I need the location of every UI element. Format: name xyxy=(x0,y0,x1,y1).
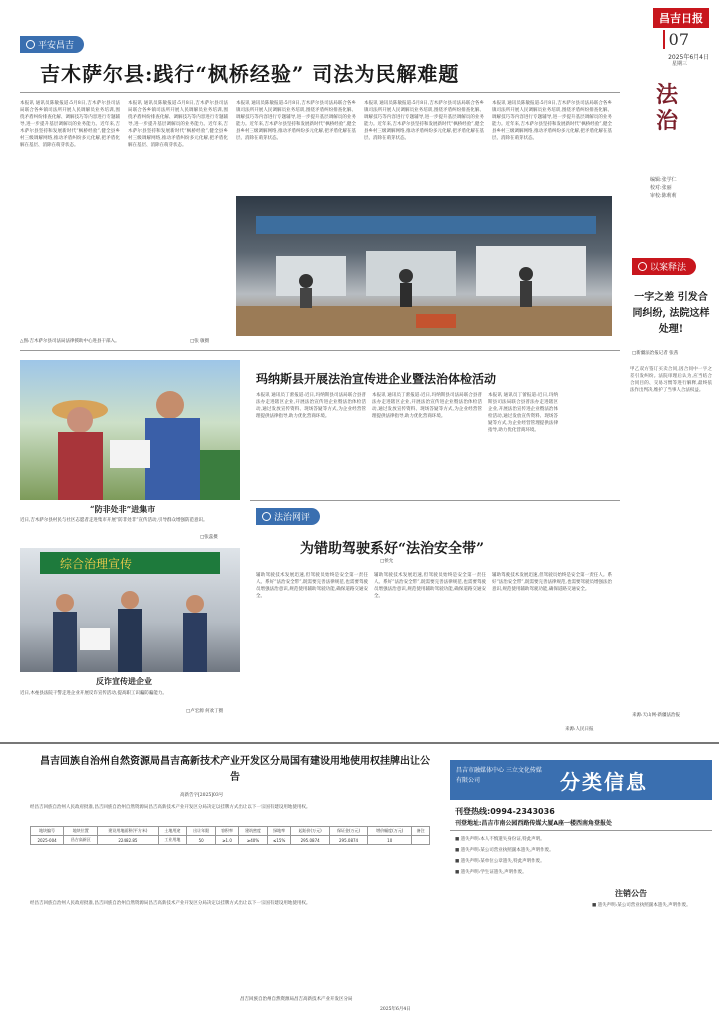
article-manas-col1: 本报讯 通讯员丁蕾报道:近日,玛纳斯县司法局联合县普法办走进辖区企业,开展法治宣传进企业暨法治体检活动,通过发放宣传资料、现场答疑等方式,为企业经营管理提供法律指导,助力优化营商环境。 xyxy=(256,393,366,419)
article-manas-col2: 本报讯 通讯员丁蕾报道:近日,玛纳斯县司法局联合县普法办走进辖区企业,开展法治宣传进企业暨法治体检活动,通过发放宣传资料、现场答疑等方式,为企业经营管理提供法律指导,助力优化营商环境。 xyxy=(372,393,482,419)
ads-phone[interactable]: 0994-2343036 xyxy=(490,807,555,816)
photo-anti-illegal-fund-image xyxy=(20,360,240,500)
notice-table-header xyxy=(31,827,430,836)
section-circle-icon xyxy=(26,40,35,49)
article-jimusar-col3: 本报讯 通讯员陈敏报道:5月8日,吉木萨尔县司法局联合各乡镇司法所开展人民调解员业务培训,围绕矛盾纠纷排查化解、调解技巧等内容进行专题辅导,进一步提升基层调解员的业务能力。近年来,吉木萨尔县坚持和发展新时代“枫桥经验”,健全县乡村三级调解网络,推动矛盾纠纷多元化解,把矛盾化解在基层、消除在萌芽状态。 xyxy=(236,101,356,141)
notice-footer: 昌吉回族自治州自然资源局昌吉高新技术产业开发区分局 xyxy=(240,997,353,1002)
headline-driving: 为错助驾驶系好“法治安全带” xyxy=(300,541,485,557)
photo-anti-illegal-fund-caption: 近日,吉木萨尔县村民与社区志愿者走进集市开展“防非处非”宣传活动,引导群众增强防范意识。 xyxy=(20,518,208,523)
notice-table-cell: 50 xyxy=(187,836,216,845)
page-number: 07 xyxy=(663,30,689,49)
article-jimusar-col5: 本报讯 通讯员陈敏报道:5月8日,吉木萨尔县司法局联合各乡镇司法所开展人民调解员业务培训,围绕矛盾纠纷排查化解、调解技巧等内容进行专题辅导,进一步提升基层调解员的业务能力。近年来,吉木萨尔县坚持和发展新时代“枫桥经验”,健全县乡村三级调解网络,推动矛盾纠纷多元化解,把矛盾化解在基层、消除在萌芽状态。 xyxy=(492,101,612,141)
notice-table-header-cell: 备注 xyxy=(412,827,430,836)
notice-table-header-cell: 土地用途 xyxy=(158,827,187,836)
photo-anti-fraud-caption: 近日,木垒县法院干警走进企业开展反诈宣传活动,提高职工识骗防骗能力。 xyxy=(20,691,167,696)
ads-addr: 昌吉市南公园西路传媒大厦A座一楼西南角登报处 xyxy=(481,820,613,827)
article-jimusar-col2: 本报讯 通讯员陈敏报道:5月8日,吉木萨尔县司法局联合各乡镇司法所开展人民调解员业务培训,围绕矛盾纠纷排查化解、调解技巧等内容进行专题辅导,进一步提升基层调解员的业务能力。近年来,吉木萨尔县坚持和发展新时代“枫桥经验”,健全县乡村三级调解网络,推动矛盾纠纷多元化解,把矛盾化解在基层、消除在萌芽状态。 xyxy=(128,101,228,148)
ads-item: ■ 遗失声明:某公司营业执照副本遗失,声明作废。 xyxy=(455,848,554,853)
notice-doc-number: 高新告字[2025]03号 xyxy=(180,793,224,798)
notice-table-cell: 22482.85 xyxy=(98,836,158,845)
notice-terms: 经昌吉回族自治州人民政府批准,昌吉回族自治州自然资源局昌吉高新技术产业开发区分局决定以挂牌方式出让以下一宗国有建设用地使用权。 xyxy=(30,901,311,906)
ads-list xyxy=(455,836,585,1016)
ads-header xyxy=(450,760,712,800)
notice-table-cell: 昌吉高新区 xyxy=(64,836,98,845)
headline-contract: 一字之差 引发合同纠纷, 法院这样处理! xyxy=(632,292,710,335)
section-tag-label: 法治网评 xyxy=(274,513,311,523)
photo-service-hall-credit: □张 敏摄 xyxy=(190,339,210,344)
notice-table-header-cell: 出让年限 xyxy=(187,827,216,836)
notice-table-header-cell: 建设用地面积(平方米) xyxy=(98,827,158,836)
ads-phone-label: 刊登热线: xyxy=(455,807,491,816)
column-proof: 校对:张丽 xyxy=(650,185,672,191)
notice-table-cell: ≤15% xyxy=(267,836,291,845)
notice-table-header-cell: 建筑密度 xyxy=(239,827,268,836)
section-circle-icon xyxy=(638,262,647,271)
issue-date: 2025年6月4日 xyxy=(668,54,709,61)
byline-contract: □新疆法治报记者 张茜 xyxy=(632,351,679,356)
notice-table-cell: ≥40% xyxy=(239,836,268,845)
notice-intro: 经昌吉回族自治州人民政府批准,昌吉回族自治州自然资源局昌吉高新技术产业开发区分局决定以挂牌方式出让以下一宗国有建设用地使用权。 xyxy=(30,805,311,810)
article-manas-col3: 本报讯 通讯员丁蕾报道:近日,玛纳斯县司法局联合县普法办走进辖区企业,开展法治宣传进企业暨法治体检活动,通过发放宣传资料、现场答疑等方式,为企业经营管理提供法律指导,助力优化营商环境。 xyxy=(488,393,558,433)
photo-service-hall-caption: △图:吉木萨尔县司法局法律援助中心进县干部入。 xyxy=(20,339,120,344)
notice-table-cell: 295.0874 xyxy=(329,836,367,845)
notice-title: 昌吉回族自治州自然资源局昌吉高新技术产业开发区分局国有建设用地使用权挂牌出让公告 xyxy=(40,756,430,783)
article-driving-col3: 辅助驾驶技术发展迅速,但驾驶员始终是安全第一责任人。系好“法治安全带”,既需要完善法律规范,也需要驾驶员增强法治意识,规范使用辅助驾驶功能,确保道路交通安全。 xyxy=(492,573,612,592)
ads-notice-body: ■ 遗失声明:某公司营业执照副本遗失,声明作废。 xyxy=(592,903,691,908)
notice-table-cell: 295.0874 xyxy=(291,836,329,845)
ads-item: ■ 遗失声明:某单位公章遗失,特此声明作废。 xyxy=(455,859,545,864)
notice-table-cell: 2025-004 xyxy=(31,836,64,845)
article-driving-col1: 辅助驾驶技术发展迅速,但驾驶员始终是安全第一责任人。系好“法治安全带”,既需要完善法律规范,也需要驾驶员增强法治意识,规范使用辅助驾驶功能,确保道路交通安全。 xyxy=(256,573,368,599)
notice-table-header-cell: 地块位置 xyxy=(64,827,98,836)
notice-date: 2025年6月4日 xyxy=(380,1007,411,1012)
photo-service-hall-image xyxy=(236,196,612,336)
article-jimusar-col1: 本报讯 通讯员陈敏报道:5月8日,吉木萨尔县司法局联合各乡镇司法所开展人民调解员业务培训,围绕矛盾纠纷排查化解、调解技巧等内容进行专题辅导,进一步提升基层调解员的业务能力。近年来,吉木萨尔县坚持和发展新时代“枫桥经验”,健全县乡村三级调解网络,推动矛盾纠纷多元化解,把矛盾化解在基层、消除在萌芽状态。 xyxy=(20,101,120,148)
section-tag-label: 平安昌吉 xyxy=(38,41,75,51)
notice-table-cell xyxy=(412,836,430,845)
source-contract: 来源:天山网-新疆法治报 xyxy=(632,713,681,718)
ads-item: ■ 遗失声明:学生证遗失,声明作废。 xyxy=(455,870,527,875)
byline-driving: □侯允 xyxy=(380,559,394,564)
masthead-logo: 昌吉日报 xyxy=(653,8,709,28)
section-tag-commentary xyxy=(256,508,320,525)
notice-table-header-cell: 容积率 xyxy=(215,827,238,836)
column-review: 审校:陈莉莉 xyxy=(650,193,677,199)
section-tag-case xyxy=(632,258,696,275)
article-driving-col2: 辅助驾驶技术发展迅速,但驾驶员始终是安全第一责任人。系好“法治安全带”,既需要完善法律规范,也需要驾驶员增强法治意识,规范使用辅助驾驶功能,确保道路交通安全。 xyxy=(374,573,486,599)
ads-org: 昌吉市融媒体中心 三立文化传媒有限公司 xyxy=(456,767,542,784)
photo-anti-illegal-fund xyxy=(20,360,240,500)
notice-table-cell: ≥1.0 xyxy=(215,836,238,845)
section-circle-icon xyxy=(262,512,271,521)
notice-table-header-cell: 起始价(万元) xyxy=(291,827,329,836)
ads-phone-row xyxy=(455,806,555,817)
photo-anti-fraud-credit: □卢宏源 何欢丁摄 xyxy=(186,709,224,714)
notice-table-header-cell: 增价幅度(万元) xyxy=(368,827,412,836)
section-tag-label: 以案释法 xyxy=(650,263,687,273)
column-title: 法治 xyxy=(656,82,679,134)
notice-table-cell: 工业用地 xyxy=(158,836,187,845)
issue-weekday: 星期三 xyxy=(671,61,687,67)
headline-manas: 玛纳斯县开展法治宣传进企业暨法治体检活动 xyxy=(256,372,497,386)
ads-notice-title: 注销公告 xyxy=(615,888,647,898)
source-driving: 来源:人民日报 xyxy=(565,727,594,732)
notice-table-header-cell: 地块编号 xyxy=(31,827,64,836)
photo-anti-fraud xyxy=(20,548,240,672)
photo-anti-fraud-image xyxy=(20,548,240,672)
notice-table-cell: 10 xyxy=(368,836,412,845)
column-editor: 编辑:张学仁 xyxy=(650,177,677,183)
article-jimusar-col4: 本报讯 通讯员陈敏报道:5月8日,吉木萨尔县司法局联合各乡镇司法所开展人民调解员业务培训,围绕矛盾纠纷排查化解、调解技巧等内容进行专题辅导,进一步提升基层调解员的业务能力。近年来,吉木萨尔县坚持和发展新时代“枫桥经验”,健全县乡村三级调解网络,推动矛盾纠纷多元化解,把矛盾化解在基层、消除在萌芽状态。 xyxy=(364,101,484,141)
section-tag-pingan xyxy=(20,36,84,53)
photo-anti-fraud-banner: 综合治理宣传 xyxy=(60,557,133,571)
ads-addr-label: 刊登地址: xyxy=(455,820,482,827)
ads-title: 分类信息 xyxy=(560,770,648,794)
photo-anti-illegal-fund-title: “防非处非”进集市 xyxy=(90,504,156,514)
ads-addr-row xyxy=(455,818,612,827)
article-contract: 甲乙双方签订买卖合同,因合同中一字之差引发纠纷。法院审理后认为,应当结合合同目的、交易习惯等进行解释,最终依法作出判决,维护了当事人合法权益。 xyxy=(630,367,712,393)
ads-item: ■ 遗失声明:本人不慎遗失身份证,特此声明。 xyxy=(455,837,545,842)
photo-service-hall xyxy=(236,196,612,336)
photo-anti-fraud-title: 反诈宣传进企业 xyxy=(96,676,152,686)
photo-anti-illegal-fund-credit: □张蕊摄 xyxy=(200,535,218,540)
notice-table-row xyxy=(31,836,430,845)
notice-table-header-cell: 绿地率 xyxy=(267,827,291,836)
notice-table-header-cell: 保证金(万元) xyxy=(329,827,367,836)
notice-table xyxy=(30,826,430,845)
headline-jimusar: 吉木萨尔县:践行“枫桥经验” 司法为民解难题 xyxy=(40,62,460,86)
